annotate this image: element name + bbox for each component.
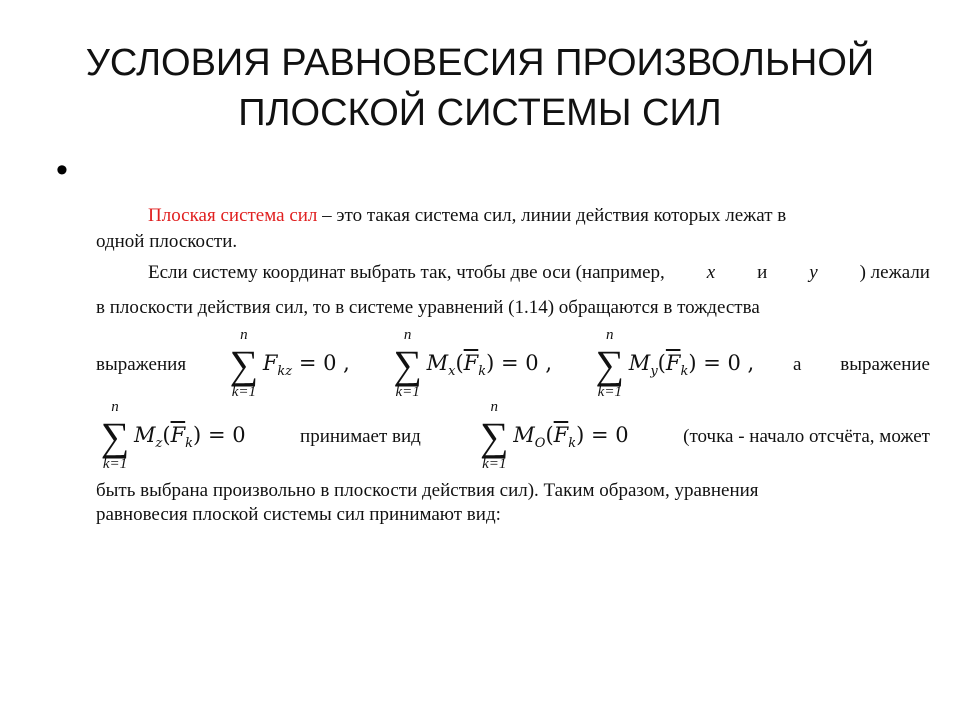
formula-sum-mz <box>96 399 246 472</box>
sum-lower: k=1 <box>482 456 507 472</box>
sum-sigma: ∑ <box>595 342 625 387</box>
f4-arg: $\overline{F}$ <box>170 422 186 447</box>
f3-rparen: ) <box>688 350 697 375</box>
text-line-4 <box>96 297 930 319</box>
f1-sub: kz <box>277 364 293 380</box>
sum-sigma: ∑ <box>480 414 509 459</box>
p2-line3-b: а <box>793 354 802 375</box>
text-line-8 <box>96 504 930 526</box>
f2-lparen: ( <box>455 350 464 375</box>
sum-lower: k=1 <box>395 384 420 400</box>
f5-sub: O <box>534 436 546 452</box>
formula-3-body <box>629 351 754 379</box>
title-line-2: ПЛОСКОЙ СИСТЕМЫ СИЛ <box>238 92 722 134</box>
p2-line2: в плоскости действия сил, то в системе уравнений (1.14) обращаются в тождества <box>96 297 760 318</box>
f3-arg: $\overline{F}$ <box>665 350 681 375</box>
p2-line1-b: ) лежали <box>859 262 930 283</box>
sum-symbol <box>389 327 427 400</box>
f5-body: M <box>513 422 535 447</box>
p2-line6: равновесия плоской системы сил принимают вид: <box>96 504 501 525</box>
formula-4-body <box>134 423 246 451</box>
p2-line5: быть выбрана произвольно в плоскости действия сил). Таким образом, уравнения <box>96 480 759 501</box>
f4-sub: z <box>155 436 163 452</box>
definition-rest: – это такая система сил, линии действия которых лежат в <box>317 205 787 226</box>
sum-sigma: ∑ <box>100 414 130 459</box>
text-line-1 <box>96 205 930 227</box>
f2-argsub: k <box>478 364 487 380</box>
definition-line <box>148 205 786 227</box>
sum-sigma: ∑ <box>393 342 422 387</box>
sum-lower: k=1 <box>597 384 622 400</box>
formula-sum-fkz <box>225 327 350 400</box>
formula-1-body <box>263 351 350 379</box>
sum-upper: n <box>240 327 248 343</box>
text-line-5 <box>96 327 930 400</box>
sum-symbol <box>475 399 513 472</box>
p2-line4-end: (точка - начало отсчёта, может <box>683 426 930 447</box>
definition-line-2: одной плоскости. <box>96 231 238 252</box>
f4-argsub: k <box>185 436 194 452</box>
title-line-1: УСЛОВИЯ РАВНОВЕСИЯ ПРОИЗВОЛЬНОЙ <box>85 42 875 84</box>
sum-upper: n <box>606 327 614 343</box>
sum-lower: k=1 <box>231 384 256 400</box>
f5-tail: = 0 <box>591 422 629 447</box>
f4-lparen: ( <box>162 422 171 447</box>
f4-rparen: ) <box>193 422 202 447</box>
sum-lower: k=1 <box>102 456 128 472</box>
formula-sum-mo <box>475 399 629 472</box>
f5-arg: $\overline{F}$ <box>553 422 569 447</box>
f2-sub: x <box>448 364 456 380</box>
f1-body: F <box>262 350 278 375</box>
f3-sub: y <box>650 364 658 380</box>
f3-tail: = 0 , <box>703 350 755 375</box>
sum-symbol <box>96 399 134 472</box>
p2-line1-a: Если систему координат выбрать так, чтобы две оси (например, <box>148 262 665 283</box>
var-y: y <box>809 262 818 283</box>
bullet-marker: • <box>56 151 68 189</box>
word-and: и <box>757 262 768 283</box>
f3-argsub: k <box>680 364 689 380</box>
f1-tail: = 0 , <box>298 350 350 375</box>
var-x: x <box>706 262 716 283</box>
p2-line3-c: выражение <box>840 354 930 375</box>
f3-body: M <box>628 350 651 375</box>
slide-title <box>60 38 900 138</box>
f4-tail: = 0 <box>207 422 246 447</box>
formula-5-body <box>513 423 628 451</box>
p2-line3-a: выражения <box>96 354 187 375</box>
text-line-7 <box>96 480 930 502</box>
f4-body: M <box>134 422 156 447</box>
f5-lparen: ( <box>545 422 554 447</box>
sum-upper: n <box>403 327 412 343</box>
f3-lparen: ( <box>657 350 666 375</box>
formula-sum-my <box>591 327 755 400</box>
f2-arg: $\overline{F}$ <box>463 350 479 375</box>
f5-argsub: k <box>568 436 577 452</box>
sum-symbol <box>591 327 629 400</box>
formula-sum-mx <box>389 327 553 400</box>
f2-tail: = 0 , <box>501 350 553 375</box>
text-line-3 <box>96 262 930 284</box>
f5-rparen: ) <box>576 422 585 447</box>
f2-rparen: ) <box>486 350 495 375</box>
sum-upper: n <box>490 399 499 415</box>
text-line-2 <box>96 231 930 253</box>
definition-term: Плоская система сил <box>148 205 318 226</box>
formula-2-body <box>427 351 552 379</box>
sum-upper: n <box>111 399 119 415</box>
p2-line4-mid: принимает вид <box>300 426 421 447</box>
text-line-6 <box>96 399 930 472</box>
f2-body: M <box>426 350 449 375</box>
sum-sigma: ∑ <box>229 342 259 387</box>
sum-symbol <box>225 327 263 400</box>
